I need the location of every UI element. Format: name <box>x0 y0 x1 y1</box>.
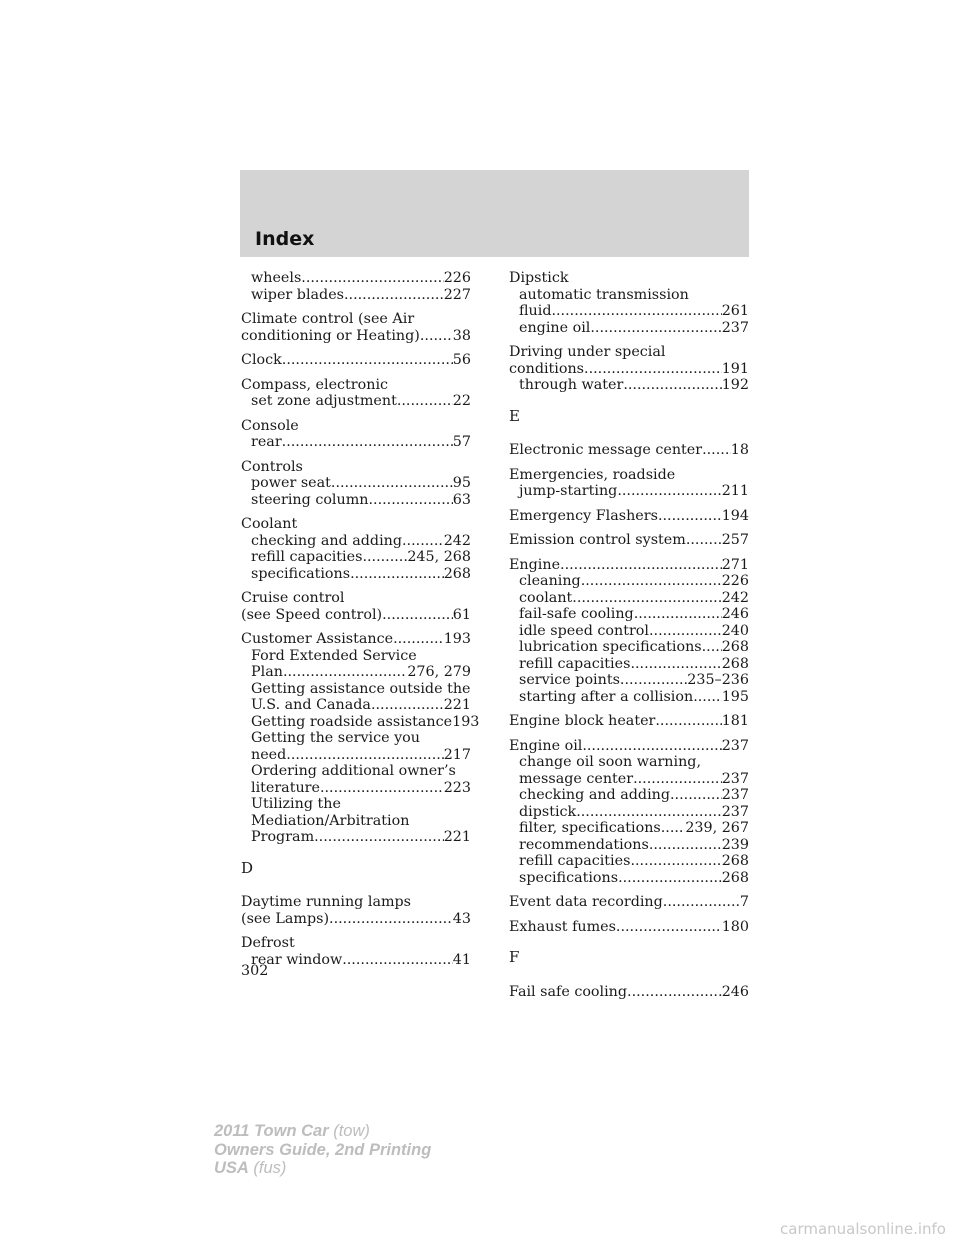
footer-line-model: 2011 Town Car (tow) <box>214 1122 370 1140</box>
index-line: Console <box>241 417 299 434</box>
index-line: cleaning ..... 226 <box>509 573 749 590</box>
index-line: Getting roadside assistance 193 <box>251 713 480 730</box>
index-line: Fail safe cooling ..... 246 <box>509 984 749 1001</box>
footer-line-guide: Owners Guide, 2nd Printing <box>214 1140 432 1159</box>
index-entry <box>509 919 749 936</box>
index-entry <box>241 418 471 451</box>
index-line: Ford Extended Service <box>251 647 417 664</box>
index-entry <box>241 516 471 582</box>
index-line: specifications ..... 268 <box>241 566 471 583</box>
index-line: idle speed control ..... 240 <box>509 623 749 640</box>
index-line: service points ..... 235–236 <box>509 672 749 689</box>
index-line: message center ..... 237 <box>509 771 749 788</box>
index-line: power seat ..... 95 <box>241 475 471 492</box>
index-line: Emergencies, roadside <box>509 466 676 483</box>
index-line: rear window ..... 41 <box>241 952 471 969</box>
index-entry <box>509 467 749 500</box>
index-line: Exhaust fumes ..... 180 <box>509 919 749 936</box>
index-line: refill capacities ..... 245, 268 <box>241 549 471 566</box>
section-header-bar <box>240 170 749 257</box>
index-line: change oil soon warning, <box>519 754 701 770</box>
index-line: Mediation/Arbitration <box>251 812 410 829</box>
index-line: refill capacities ..... 268 <box>509 853 749 870</box>
index-line: Getting the service you <box>251 730 420 746</box>
index-line: Controls <box>241 458 303 475</box>
index-line: jump-starting ..... 211 <box>509 483 749 500</box>
index-line: (see Lamps) ..... 43 <box>241 911 471 928</box>
index-letter-heading: F <box>509 948 520 966</box>
index-line: Program ..... 221 <box>241 829 471 846</box>
index-line: fail-safe cooling ..... 246 <box>509 606 749 623</box>
index-line: steering column ..... 63 <box>241 492 471 509</box>
index-line: Utilizing the <box>251 796 341 812</box>
index-line: Emission control system ..... 257 <box>509 532 749 549</box>
index-line: automatic transmission <box>519 286 689 303</box>
index-entry <box>241 590 471 623</box>
index-column-right <box>509 270 749 1008</box>
index-line: Cruise control <box>241 590 345 606</box>
index-line: starting after a collision ..... 195 <box>509 689 749 706</box>
index-line: specifications ..... 268 <box>509 870 749 887</box>
index-line: filter, specifications ..... 239, 267 <box>509 820 749 837</box>
index-line: need ..... 217 <box>241 747 471 764</box>
index-line: checking and adding ..... 242 <box>241 533 471 550</box>
footer-line-region: USA (fus) <box>214 1159 287 1177</box>
index-line: Getting assistance outside the <box>251 680 471 697</box>
index-line: Clock ..... 56 <box>241 352 471 369</box>
index-line: coolant ..... 242 <box>509 590 749 607</box>
index-letter-heading: E <box>509 406 520 425</box>
index-line: Defrost <box>241 935 295 951</box>
index-entry <box>241 894 471 927</box>
index-line: recommendations ..... 239 <box>509 837 749 854</box>
print-footer <box>214 1122 431 1178</box>
index-line: wheels ..... 226 <box>241 270 471 287</box>
index-entry <box>509 557 749 706</box>
site-watermark: carmanualsonline.info <box>780 1220 946 1238</box>
index-entry <box>241 270 471 303</box>
index-line: fluid ..... 261 <box>509 303 749 320</box>
index-entry <box>241 935 471 968</box>
index-line: Emergency Flashers ..... 194 <box>509 508 749 525</box>
index-entry <box>241 311 471 344</box>
index-line: U.S. and Canada ..... 221 <box>241 697 471 714</box>
index-line: refill capacities ..... 268 <box>509 656 749 673</box>
index-line: Plan ..... 276, 279 <box>241 664 471 681</box>
index-line: (see Speed control) ..... 61 <box>241 607 471 624</box>
index-entry <box>509 984 749 1001</box>
index-entry <box>509 532 749 549</box>
index-entry <box>509 894 749 911</box>
page-number: 302 <box>241 963 269 979</box>
index-line: Engine oil ..... 237 <box>509 738 749 755</box>
index-letter-heading: D <box>241 858 254 877</box>
index-line: Ordering additional owner’s <box>251 763 456 779</box>
index-entry <box>509 442 749 459</box>
index-line: Coolant <box>241 516 298 532</box>
index-entry <box>241 377 471 410</box>
index-entry <box>241 352 471 369</box>
index-line: Driving under special <box>509 344 666 360</box>
index-line: Customer Assistance ..... 193 <box>241 631 471 648</box>
index-entry <box>509 713 749 730</box>
index-line: Climate control (see Air <box>241 311 415 327</box>
index-entry <box>241 631 480 846</box>
index-line: dipstick ..... 237 <box>509 804 749 821</box>
section-title: Index <box>255 228 315 250</box>
index-line: through water ..... 192 <box>509 377 749 394</box>
index-entry <box>509 508 749 525</box>
index-line: Daytime running lamps <box>241 894 412 910</box>
index-line: Event data recording ..... 7 <box>509 894 749 911</box>
index-entry <box>509 344 749 394</box>
index-line: lubrication specifications ..... 268 <box>509 639 749 656</box>
index-line: Engine block heater ..... 181 <box>509 713 749 730</box>
index-line: Dipstick <box>509 270 569 286</box>
index-line: wiper blades ..... 227 <box>241 287 471 304</box>
index-entry <box>509 738 749 887</box>
index-entry <box>241 459 471 509</box>
index-entry <box>509 270 749 336</box>
index-line: Engine ..... 271 <box>509 557 749 574</box>
index-line: Electronic message center ..... 18 <box>509 442 749 459</box>
index-line: set zone adjustment ..... 22 <box>241 393 471 410</box>
index-line: Compass, electronic <box>241 376 389 393</box>
index-line: literature ..... 223 <box>241 780 471 797</box>
index-line: conditions ..... 191 <box>509 361 749 378</box>
index-line: engine oil ..... 237 <box>509 320 749 337</box>
index-column-left <box>241 270 480 976</box>
index-line: conditioning or Heating) ..... 38 <box>241 328 471 345</box>
index-line: checking and adding ..... 237 <box>509 787 749 804</box>
index-line: rear ..... 57 <box>241 434 471 451</box>
